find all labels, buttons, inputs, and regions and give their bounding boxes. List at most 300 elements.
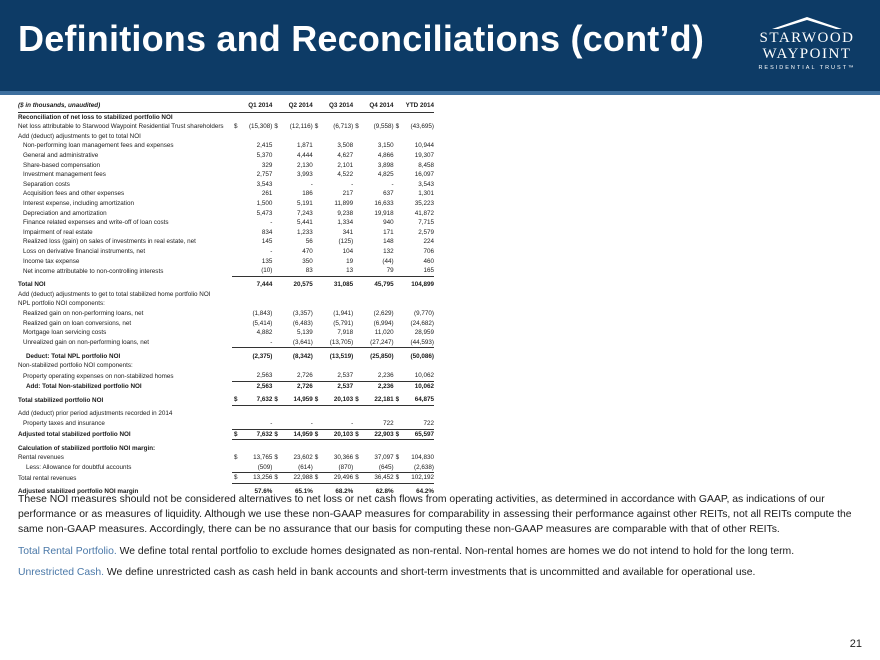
cell-amount: 341 (342, 228, 354, 236)
table-row (18, 170, 434, 180)
row-value (313, 257, 353, 267)
row-value (394, 371, 434, 381)
cell-amount: 1,334 (337, 219, 354, 227)
row-value (272, 122, 312, 132)
cell-amount: 10,062 (414, 372, 434, 380)
row-label: Loss on derivative financial instruments, net (23, 247, 146, 255)
currency-symbol: $ (314, 396, 319, 404)
row-value (313, 290, 353, 300)
cell-amount: 104 (342, 247, 354, 255)
cell-amount: (5,414) (252, 319, 273, 327)
paragraph-unrestricted-cash (18, 565, 864, 580)
row-value (272, 381, 312, 391)
row-value (232, 122, 272, 132)
row-value (313, 141, 353, 151)
row-value (272, 161, 312, 171)
table-row (18, 429, 434, 440)
row-value (394, 132, 434, 142)
row-value (232, 395, 272, 405)
row-label: Less: Allowance for doubtful accounts (26, 464, 132, 472)
table-row (18, 381, 434, 391)
currency-symbol: $ (395, 430, 400, 438)
cell-amount: 4,627 (337, 151, 354, 159)
row-value (232, 141, 272, 151)
row-value (353, 132, 393, 142)
currency-symbol: $ (234, 396, 238, 404)
currency-symbol: $ (355, 454, 359, 462)
cell-amount: 65,597 (414, 430, 434, 438)
row-label: Unrealized gain on non-performing loans, net (23, 339, 150, 347)
row-value (272, 237, 312, 247)
row-value (394, 161, 434, 171)
table-row (18, 463, 434, 473)
cell-amount: 10,062 (414, 382, 434, 390)
row-value (272, 473, 312, 484)
cell-amount: 460 (423, 257, 434, 265)
row-label: General and administrative (23, 151, 99, 159)
cell-amount: 5,370 (256, 151, 273, 159)
row-value (313, 352, 353, 362)
cell-amount: 20,575 (293, 281, 313, 289)
row-label: Acquisition fees and other expenses (23, 190, 125, 198)
cell-amount: 217 (342, 190, 354, 198)
row-value (394, 319, 434, 329)
currency-symbol: $ (395, 123, 400, 131)
cell-amount: 135 (261, 257, 273, 265)
cell-amount: 14,959 (293, 396, 313, 404)
row-value (394, 280, 434, 290)
cell-amount: (9,558) (373, 123, 394, 131)
row-value (394, 395, 434, 405)
currency-symbol: $ (274, 474, 278, 482)
cell-amount: (15,308) (248, 123, 273, 131)
logo-line-3: RESIDENTIAL TRUST™ (758, 65, 856, 71)
cell-amount: 13,765 (253, 454, 273, 462)
row-value (394, 180, 434, 190)
table-row (18, 112, 434, 122)
cell-amount: 11,020 (374, 329, 394, 337)
cell-amount: 148 (383, 238, 394, 246)
table-row (18, 247, 434, 257)
currency-symbol: $ (395, 454, 400, 462)
row-value (353, 228, 393, 238)
row-value (313, 247, 353, 257)
row-value (272, 180, 312, 190)
row-value (272, 112, 312, 122)
cell-amount: 470 (302, 247, 313, 255)
currency-symbol: $ (274, 430, 278, 438)
cell-amount: 7,444 (256, 281, 273, 289)
cell-amount: - (391, 180, 394, 188)
cell-amount: (25,850) (370, 352, 394, 360)
row-value (394, 409, 434, 419)
row-value (394, 247, 434, 257)
table-row (18, 290, 434, 300)
column-header-ytd: YTD 2014 (394, 101, 434, 112)
cell-amount: (1,843) (252, 309, 273, 317)
cell-amount: (24,682) (410, 319, 434, 327)
cell-amount: 4,522 (337, 171, 354, 179)
cell-amount: 5,441 (297, 219, 313, 227)
row-value (232, 299, 272, 309)
cell-amount: 11,899 (334, 199, 354, 207)
cell-amount: 3,150 (377, 142, 394, 150)
cell-amount: 2,236 (377, 382, 394, 390)
row-label: Add (deduct) adjustments to get to total NOI (18, 132, 141, 140)
row-value (313, 132, 353, 142)
row-value (394, 381, 434, 391)
cell-amount: (6,994) (373, 319, 394, 327)
row-value (353, 199, 393, 209)
cell-amount: 29,496 (333, 474, 354, 482)
cell-amount: (870) (338, 463, 354, 471)
row-value (353, 189, 393, 199)
currency-symbol: $ (395, 396, 400, 404)
cell-amount: 7,715 (418, 219, 434, 227)
cell-amount: 56 (305, 238, 313, 246)
definition-total-rental-portfolio: We define total rental portfolio to exclude homes designated as non-rental. Non-rental homes are homes we do not intend to hold for the long term. (116, 545, 795, 557)
row-value (272, 309, 312, 319)
cell-amount: 2,757 (256, 171, 273, 179)
currency-symbol: $ (355, 396, 359, 404)
row-label: Investment management fees (23, 171, 106, 179)
row-value (353, 381, 393, 391)
cell-amount: 7,632 (256, 396, 273, 404)
row-value (394, 419, 434, 429)
cell-amount: - (310, 419, 313, 427)
row-value (272, 463, 312, 473)
page-title: Definitions and Reconciliations (cont’d) (18, 18, 705, 59)
table-row (18, 199, 434, 209)
row-value (272, 189, 312, 199)
cell-amount: 637 (383, 190, 394, 198)
cell-amount: (2,375) (252, 352, 273, 360)
row-value (353, 371, 393, 381)
row-value (272, 141, 312, 151)
row-value (313, 444, 353, 454)
cell-amount: 64.2% (416, 488, 434, 496)
cell-amount: - (270, 219, 273, 227)
row-value (272, 247, 312, 257)
row-value (232, 209, 272, 219)
row-value (232, 112, 272, 122)
table-row (18, 228, 434, 238)
row-value (313, 473, 353, 484)
cell-amount: 4,882 (256, 329, 273, 337)
cell-amount: 7,243 (297, 209, 313, 217)
row-value (313, 266, 353, 276)
cell-amount: (12,116) (289, 123, 313, 131)
row-value (394, 473, 434, 484)
cell-amount: 22,903 (374, 430, 394, 438)
cell-amount: (13,519) (329, 352, 354, 360)
row-label: Deduct: Total NPL portfolio NOI (26, 352, 121, 360)
row-value (272, 352, 312, 362)
currency-symbol: $ (314, 474, 319, 482)
row-label: Adjusted stabilized portfolio NOI margin (18, 488, 139, 496)
row-value (272, 328, 312, 338)
cell-amount: 1,500 (256, 199, 273, 207)
cell-amount: 68.2% (335, 488, 354, 496)
row-value (313, 228, 353, 238)
currency-symbol: $ (274, 123, 278, 131)
cell-amount: (509) (257, 463, 273, 471)
cell-amount: 5,139 (297, 329, 313, 337)
cell-amount: 9,238 (337, 209, 354, 217)
row-value (272, 209, 312, 219)
row-value (313, 463, 353, 473)
row-value (272, 266, 312, 276)
row-value (394, 170, 434, 180)
table-row (18, 218, 434, 228)
row-label: Income tax expense (23, 257, 80, 265)
cell-amount: 4,825 (377, 171, 394, 179)
row-value (353, 209, 393, 219)
row-value (313, 209, 353, 219)
row-value (353, 112, 393, 122)
table-row (18, 309, 434, 319)
row-label: Share-based compensation (23, 161, 101, 169)
currency-symbol: $ (355, 123, 359, 131)
row-value (272, 319, 312, 329)
row-value (394, 361, 434, 371)
row-value (394, 122, 434, 132)
house-roof-icon (772, 16, 842, 30)
row-value (313, 328, 353, 338)
row-value (232, 237, 272, 247)
row-value (232, 290, 272, 300)
currency-symbol: $ (314, 123, 319, 131)
table-row (18, 141, 434, 151)
cell-amount: (2,629) (373, 309, 394, 317)
table-row (18, 209, 434, 219)
row-value (232, 266, 272, 276)
row-value (353, 395, 393, 405)
row-value (313, 338, 353, 348)
row-value (313, 161, 353, 171)
row-value (313, 381, 353, 391)
row-value (313, 218, 353, 228)
cell-amount: 13 (346, 267, 354, 275)
cell-amount: 19 (346, 257, 354, 265)
cell-amount: 186 (302, 190, 313, 198)
cell-amount: 28,959 (414, 329, 434, 337)
cell-amount: 834 (261, 228, 273, 236)
row-value (353, 290, 393, 300)
row-value (394, 352, 434, 362)
cell-amount: (645) (378, 463, 394, 471)
row-label: Finance related expenses and write-off of loan costs (23, 219, 169, 227)
cell-amount: 30,366 (333, 454, 354, 462)
table-row (18, 237, 434, 247)
cell-amount: 36,452 (374, 474, 394, 482)
row-value (272, 228, 312, 238)
row-value (394, 209, 434, 219)
cell-amount: 2,415 (256, 142, 273, 150)
row-label: Depreciation and amortization (23, 209, 107, 217)
row-value (353, 453, 393, 463)
row-value (313, 453, 353, 463)
row-value (353, 180, 393, 190)
cell-amount: 224 (423, 238, 434, 246)
cell-amount: 1,233 (297, 228, 313, 236)
cell-amount: 329 (261, 161, 273, 169)
row-value (313, 429, 353, 440)
row-label: Realized loss (gain) on sales of investments in real estate, net (23, 238, 196, 246)
row-value (313, 299, 353, 309)
row-value (232, 409, 272, 419)
table-body (18, 101, 434, 497)
row-value (353, 463, 393, 473)
row-value (353, 122, 393, 132)
table-row (18, 419, 434, 429)
row-value (353, 280, 393, 290)
cell-amount: 14,959 (293, 430, 313, 438)
cell-amount: - (270, 338, 273, 346)
column-header-q4: Q4 2014 (353, 101, 393, 112)
paragraph-total-rental-portfolio (18, 544, 864, 559)
row-value (272, 395, 312, 405)
cell-amount: - (351, 180, 354, 188)
cell-amount: 19,918 (374, 209, 394, 217)
row-value (394, 290, 434, 300)
row-value (353, 338, 393, 348)
row-value (232, 361, 272, 371)
row-value (353, 309, 393, 319)
row-value (313, 319, 353, 329)
currency-symbol: $ (314, 454, 319, 462)
cell-amount: 79 (386, 267, 394, 275)
row-value (232, 352, 272, 362)
row-value (272, 132, 312, 142)
cell-amount: 16,097 (414, 171, 434, 179)
row-value (394, 328, 434, 338)
table-row (18, 161, 434, 171)
cell-amount: 57.6% (254, 488, 273, 496)
row-label: Impairment of real estate (23, 228, 93, 236)
row-label: Total NOI (18, 281, 46, 289)
cell-amount: - (270, 419, 273, 427)
row-value (232, 328, 272, 338)
currency-symbol: $ (355, 474, 359, 482)
row-value (394, 228, 434, 238)
table-row (18, 352, 434, 362)
table-row (18, 473, 434, 484)
cell-amount: (1,941) (333, 309, 354, 317)
cell-amount: (614) (298, 463, 313, 471)
row-value (232, 381, 272, 391)
cell-amount: 4,444 (297, 151, 313, 159)
cell-amount: 350 (302, 257, 313, 265)
row-value (394, 141, 434, 151)
row-value (313, 122, 353, 132)
row-label: Property operating expenses on non-stabilized homes (23, 372, 174, 380)
row-value (313, 112, 353, 122)
table-header-row (18, 101, 434, 112)
row-label: Mortgage loan servicing costs (23, 329, 107, 337)
row-value (353, 151, 393, 161)
term-unrestricted-cash: Unrestricted Cash. (18, 566, 105, 578)
cell-amount: (43,695) (410, 123, 434, 131)
cell-amount: 261 (261, 190, 273, 198)
cell-amount: 940 (383, 219, 394, 227)
row-value (353, 141, 393, 151)
cell-amount: 2,579 (418, 228, 434, 236)
currency-symbol: $ (234, 454, 238, 462)
row-label: Calculation of stabilized portfolio NOI margin: (18, 444, 156, 452)
cell-amount: 2,726 (297, 372, 313, 380)
row-value (394, 189, 434, 199)
column-header-q3: Q3 2014 (313, 101, 353, 112)
cell-amount: (13,705) (329, 338, 354, 346)
row-label: Interest expense, including amortization (23, 199, 134, 207)
row-label: Adjusted total stabilized portfolio NOI (18, 431, 131, 438)
row-value (394, 299, 434, 309)
cell-amount: 13,256 (253, 474, 273, 482)
cell-amount: 722 (383, 419, 394, 427)
paragraph-noi-disclaimer: These NOI measures should not be considered alternatives to net loss or net cash flows from operating activities, as determined in accordance with GAAP, as indications of our performance or as measures of liquidity. Although we use these non-GAAP measures for comparability in assessing their performance against other REITs, not all REITs compute the same non-GAAP measures. Accordingly, there can be no assurance that our basis for computing these non-GAAP measures are comparable with that of other REITs. (18, 494, 852, 536)
cell-amount: 2,130 (297, 161, 313, 169)
row-value (394, 453, 434, 463)
row-value (313, 395, 353, 405)
row-value (313, 309, 353, 319)
cell-amount: 62.8% (375, 488, 394, 496)
row-value (232, 280, 272, 290)
currency-symbol: $ (274, 454, 278, 462)
row-value (353, 170, 393, 180)
cell-amount: 3,543 (418, 180, 434, 188)
cell-amount: 5,191 (297, 199, 313, 207)
row-value (353, 257, 393, 267)
row-value (232, 257, 272, 267)
table-row (18, 280, 434, 290)
row-value (353, 419, 393, 429)
row-value (313, 151, 353, 161)
row-value (313, 199, 353, 209)
row-value (313, 361, 353, 371)
cell-amount: 19,307 (414, 151, 434, 159)
cell-amount: 102,192 (411, 474, 434, 482)
row-value (394, 218, 434, 228)
cell-amount: 8,458 (418, 161, 434, 169)
cell-amount: 2,537 (337, 372, 354, 380)
row-value (313, 409, 353, 419)
table-row (18, 444, 434, 454)
row-label: Reconciliation of net loss to stabilized portfolio NOI (18, 113, 173, 121)
row-value (353, 444, 393, 454)
page-number: 21 (849, 638, 862, 650)
row-value (394, 266, 434, 276)
row-value (394, 444, 434, 454)
row-value (232, 473, 272, 484)
row-value (272, 151, 312, 161)
cell-amount: (10) (261, 267, 273, 275)
row-label: Add (deduct) adjustments to get to total stabilized home portfolio NOI (18, 290, 211, 298)
row-value (353, 409, 393, 419)
row-value (272, 453, 312, 463)
row-value (272, 280, 312, 290)
table-row (18, 395, 434, 405)
currency-symbol: $ (234, 474, 238, 482)
row-value (313, 189, 353, 199)
cell-amount: 171 (383, 228, 394, 236)
cell-amount: (50,086) (410, 352, 434, 360)
cell-amount: 41,872 (414, 209, 434, 217)
cell-amount: 37,097 (374, 454, 394, 462)
row-value (394, 309, 434, 319)
cell-amount: 3,543 (256, 180, 273, 188)
row-label: Add (deduct) prior period adjustments recorded in 2014 (18, 410, 173, 418)
